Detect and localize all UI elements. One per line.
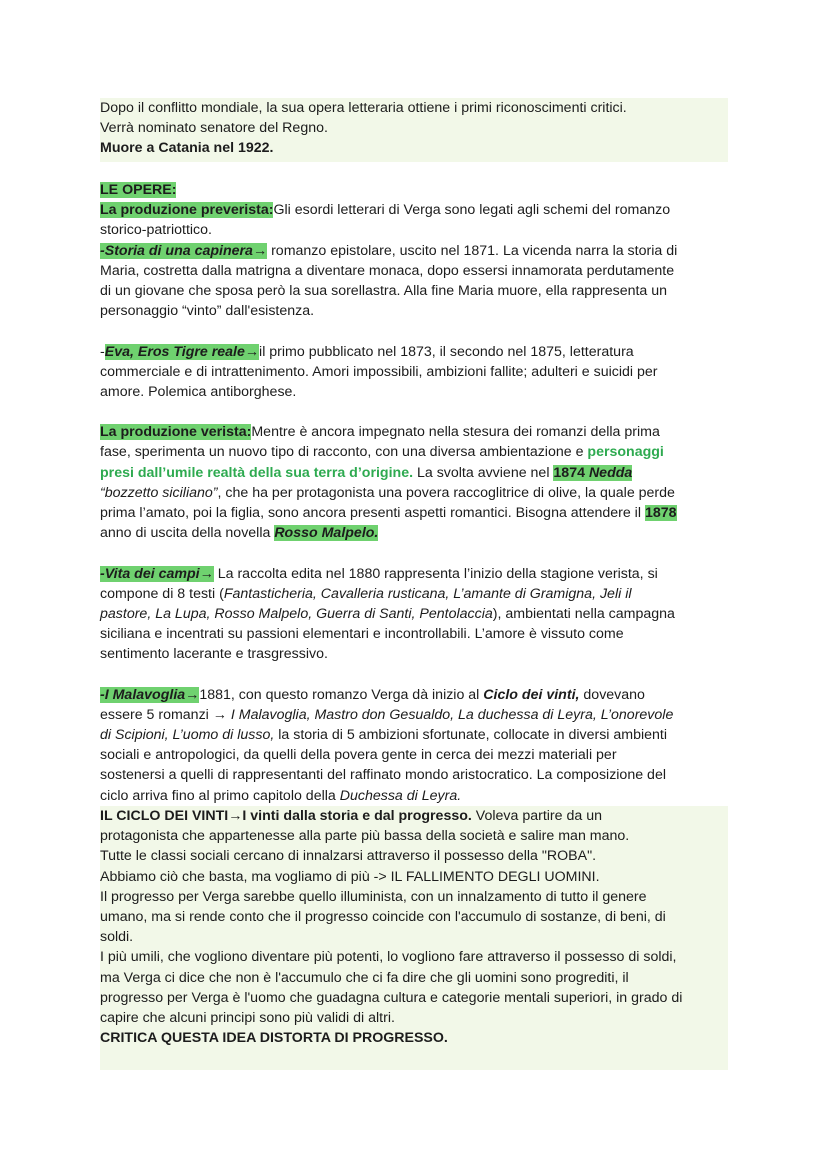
verista-text: Mentre è ancora impegnato nella stesura dei romanzi della prima [251,424,660,441]
ciclo-text-1: Voleva partire da un [471,808,602,824]
verista-text-4: , che ha per protagonista una povera raccoglitrice di olive, la quale perde [217,484,675,501]
capinera-text: romanzo epistolare, uscito nel 1871. La vicenda narra la storia di [267,242,678,259]
bozzetto-text: “bozzetto siciliano” [100,484,218,501]
eva-title: Eva, Eros Tigre reale [104,343,245,360]
rosso-malpelo: Rosso Malpelo. [274,525,379,542]
ciclo-text-2: protagonista che appartenesse alla parte più bassa della società e salire man mano. [100,828,630,845]
opere-section [100,180,728,806]
malavoglia-title: -I Malavoglia [100,686,186,703]
arrow-icon: → [185,686,200,703]
intro-line-1: Dopo il conflitto mondiale, la sua opera letteraria ottiene i primi riconoscimenti critici. [100,100,627,116]
malavoglia-text-1b: dovevano [579,686,645,703]
malavoglia-text-2: essere 5 romanzi → [100,706,231,723]
capinera-title: -Storia di una capinera [100,242,253,259]
ciclo-text-8: I più umili, che vogliono diventare più potenti, lo vogliono fare attraverso il possesso di soldi, [100,949,677,966]
ciclo-section [100,806,728,1070]
ciclo-heading: IL CICLO DEI VINTI→I vinti dalla storia e dal progresso. [100,808,472,824]
malavoglia-text-1: 1881, con questo romanzo Verga dà inizio al [199,686,484,703]
campi-text-3: ), ambientati nella campagna [492,605,675,622]
eva-text: il primo pubblicato nel 1873, il secondo nel 1875, letteratura [259,343,634,360]
campi-text-4: siciliana e incentrati su passioni elementari e incontrollabili. L’amore è vissuto come [100,626,624,643]
verista-green-2: presi dall’umile realtà della sua terra d’origine. [100,464,414,481]
opere-heading: LE OPERE: [100,182,177,198]
malavoglia-text-6: ciclo arriva fino al primo capitolo della [100,787,340,804]
preverista-label: La produzione preverista: [100,202,274,219]
eva-dash: - [100,343,105,360]
malavoglia-works-2: di Scipioni, L’uomo di lusso, [100,727,275,744]
ciclo-text-10: progresso per Verga è l'uomo che guadagna cultura e categorie mentali superiori, in grado di [100,989,683,1006]
ciclo-text-5: Il progresso per Verga sarebbe quello illuminista, con un innalzamento di tutto il genere [100,888,647,905]
preverista-text: Gli esordi letterari di Verga sono legati agli schemi del romanzo [273,202,671,219]
ciclo-dei-vinti: Ciclo dei vinti, [483,686,580,703]
arrow-icon: → [199,565,214,582]
malavoglia-works-1: I Malavoglia, Mastro don Gesualdo, La duchessa di Leyra, L’onorevole [230,706,674,723]
verista-label: La produzione verista: [100,424,252,441]
arrow-icon: → [252,242,268,259]
ciclo-text-7: soldi. [100,929,134,946]
campi-works-1: Fantasticheria, Cavalleria rusticana, L’amante di Gramigna, Jeli il [223,585,632,602]
preverista-text-cont: storico-patriottico. [100,222,212,239]
nedda-year: 1874 [553,464,589,481]
verista-text-5: prima l’amato, poi la figlia, sono ancora presenti aspetti romantici. Bisogna attendere il [100,505,645,521]
duchessa-title: Duchessa di Leyra. [339,787,462,804]
malavoglia-text-3: la storia di 5 ambizioni sfortunate, collocate in diversi ambienti [274,727,668,744]
campi-text-5: sentimento lacerante e trasgressivo. [100,646,328,663]
verista-green-1: personaggi [587,444,664,461]
capinera-text-2: Maria, costretta dalla matrigna a diventare monaca, dopo essersi innamorata perdutamente [100,262,675,279]
campi-title: -Vita dei campi [100,565,200,582]
critica-line: CRITICA QUESTA IDEA DISTORTA DI PROGRESSO. [100,1030,448,1047]
eva-text-3: amore. Polemica antiborghese. [100,383,297,400]
ciclo-text-9: ma Verga ci dice che non è l'accumulo che ci fa dire che gli uomini sono progrediti, il [100,969,629,986]
campi-text-2: compone di 8 testi ( [100,585,224,602]
year-1878: 1878 [644,505,677,521]
eva-text-2: commerciale e di intrattenimento. Amori impossibili, ambizioni fallite; adulteri e suicidi per [100,363,658,380]
ciclo-text-6: umano, ma si rende conto che il progresso coincide con l'accumulo di sostanze, di beni, di [100,908,666,925]
malavoglia-text-4: sociali e antropologici, da quelli della povera gente in cerca dei mezzi materiali per [100,747,617,764]
verista-text-3: La svolta avviene nel [413,464,554,481]
ciclo-text-4: Abbiamo ciò che basta, ma vogliamo di più -> IL FALLIMENTO DEGLI UOMINI. [100,868,600,885]
verista-text-6: anno di uscita della novella [100,525,275,542]
capinera-text-3: di un giovane che sposa però la sua sorellastra. Alla fine Maria muore, ella rappresenta un [100,282,668,299]
intro-death-line: Muore a Catania nel 1922. [100,140,274,157]
verista-text-2: fase, sperimenta un nuovo tipo di racconto, con una diversa ambientazione e [100,444,588,461]
arrow-icon: → [244,343,260,360]
capinera-text-4: personaggio “vinto” dall'esistenza. [100,303,315,320]
intro-line-2: Verrà nominato senatore del Regno. [100,120,328,137]
campi-text-1: La raccolta edita nel 1880 rappresenta l’inizio della stagione verista, si [213,565,658,582]
ciclo-text-3: Tutte le classi sociali cercano di innalzarsi attraverso il possesso della "ROBA". [100,848,597,865]
ciclo-text-11: capire che alcuni principi sono più validi di altri. [100,1009,395,1026]
nedda-title: Nedda [588,464,633,481]
intro-section [100,98,728,162]
campi-works-2: pastore, La Lupa, Rosso Malpelo, Guerra di Santi, Pentolaccia [100,605,493,622]
malavoglia-text-5: sostenersi a quelli di rappresentanti del raffinato mondo aristocratico. La composizione del [100,767,666,784]
